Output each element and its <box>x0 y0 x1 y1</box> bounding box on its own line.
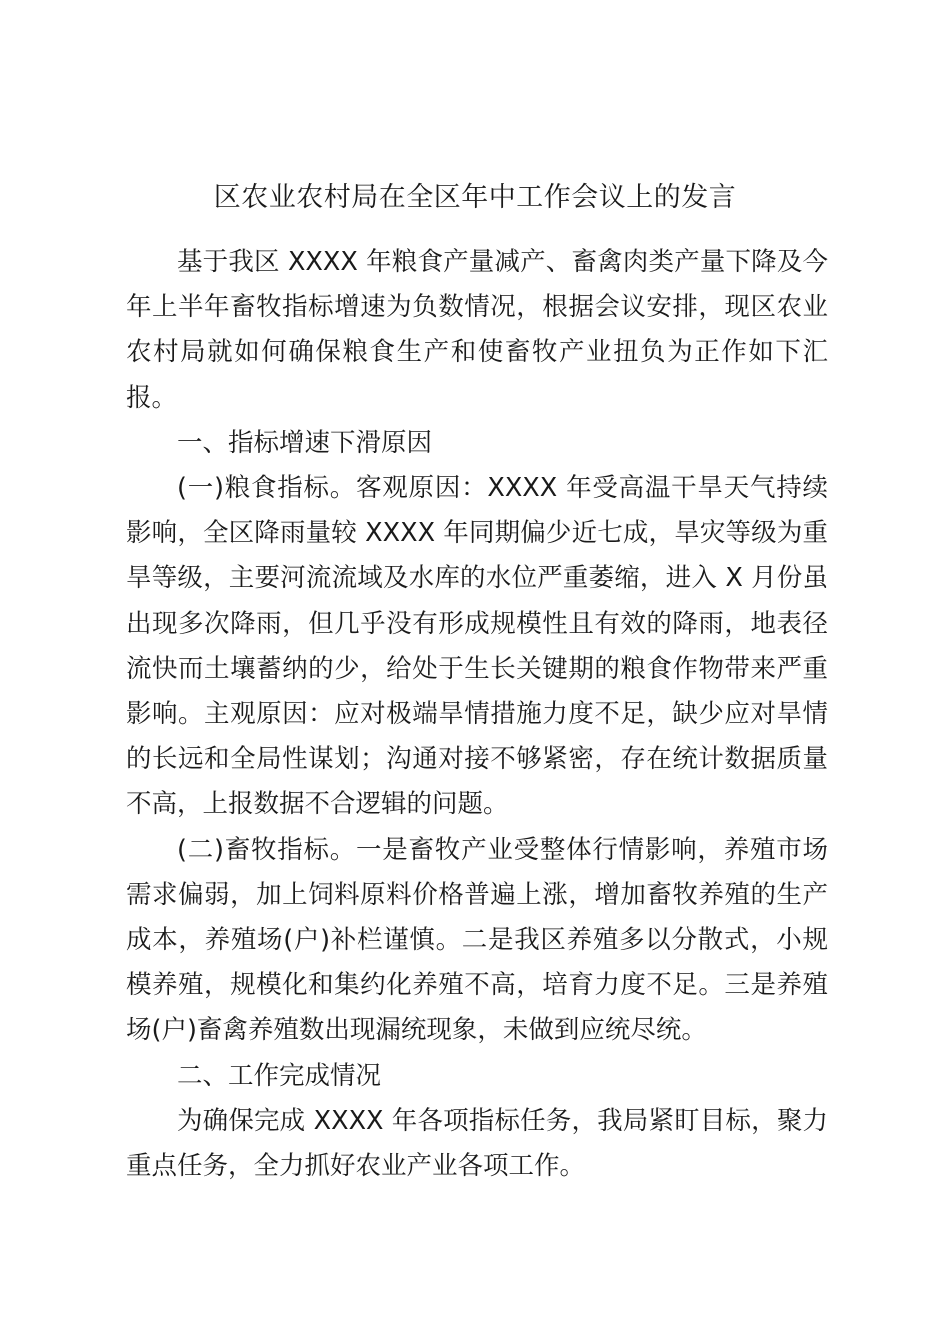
section-heading-2: 二、工作完成情况 <box>177 1060 382 1091</box>
work-completion-paragraph: 为确保完成 XXXX 年各项指标任务，我局紧盯目标，聚力重点任务，全力抓好农业产业各项工作。 <box>126 1105 828 1182</box>
livestock-indicator-paragraph: (二)畜牧指标。一是畜牧产业受整体行情影响，养殖市场需求偏弱，加上饲料原料价格普遍上涨，增加畜牧养殖的生产成本，养殖场(户)补栏谨慎。二是我区养殖多以分散式，小规模养殖，规模化和集约化养殖不高，培育力度不足。三是养殖场(户)畜禽养殖数出现漏统现象，未做到应统尽统。 <box>126 834 828 1046</box>
document-title: 区农业农村局在全区年中工作会议上的发言 <box>213 182 737 213</box>
intro-paragraph: 基于我区 XXXX 年粮食产量减产、畜禽肉类产量下降及今年上半年畜牧指标增速为负数情况，根据会议安排，现区农业农村局就如何确保粮食生产和使畜牧产业扭负为正作如下汇报。 <box>126 247 828 413</box>
grain-indicator-paragraph: (一)粮食指标。客观原因：XXXX 年受高温干旱天气持续影响，全区降雨量较 XXXX 年同期偏少近七成，旱灾等级为重旱等级，主要河流流域及水库的水位严重萎缩，进入 X 月份虽出现多次降雨，但几乎没有形成规模性且有效的降雨，地表径流快而土壤蓄纳的少，给处于生长关键期的粮食作物带来严重影响。主观原因：应对极端旱情措施力度不足，缺少应对旱情的长远和全局性谋划；沟通对接不够紧密，存在统计数据质量不高，上报数据不合逻辑的问题。 <box>126 473 828 820</box>
section-heading-1: 一、指标增速下滑原因 <box>177 427 433 458</box>
document-body <box>126 240 828 1189</box>
